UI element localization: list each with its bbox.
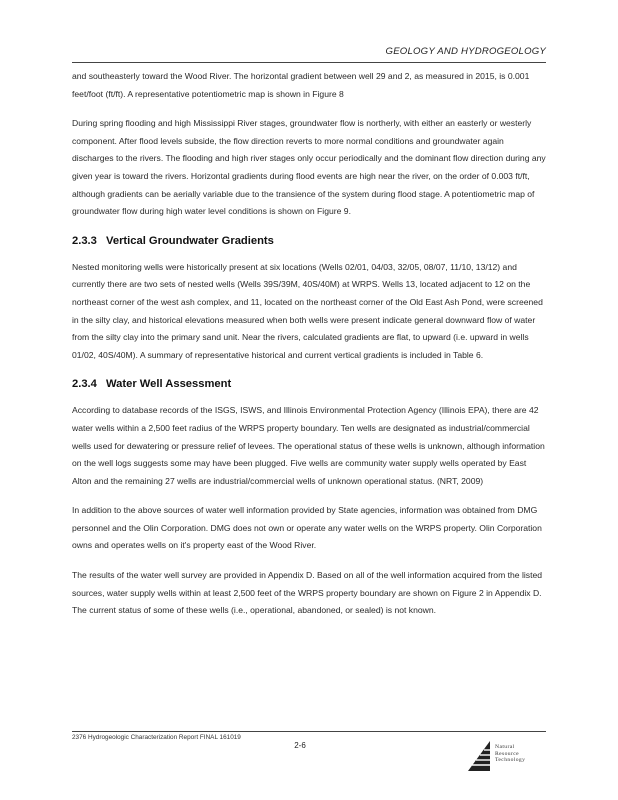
paragraph: During spring flooding and high Mississippi River stages, groundwater flow is northerly, with either an easterly or westerly component. After flood levels subside, the flow direction reverts to more normal conditions and groundwater again discharges to the rivers. The flooding and high river stages only occur periodically and the dominant flow direction during any given year is toward the rivers. Horizontal gradients during flood events are high near the river, on the order of 0.003 ft/ft, although gradients can be aerially variable due to the transience of the system during flood stage. A potentiometric map of groundwater flow during high water level conditions is shown on Figure 9.: [72, 118, 546, 217]
footer-report-name: 2376 Hydrogeologic Characterization Report FINAL 161019: [72, 734, 241, 741]
footer-rule: [72, 731, 546, 732]
logo-line: Resource: [495, 750, 520, 757]
logo-line: Technology: [495, 757, 526, 764]
nrt-logo-text: [495, 744, 525, 764]
paragraph: Nested monitoring wells were historically present at six locations (Wells 02/01, 04/03, 32/05, 08/07, 11/10, 13/12) and currently there are two sets of nested wells (Wells 39S/39M, 40S/40M) at WRPS. Wells 13, located adjacent to 12 on the northeast corner of the west ash complex, and 11, located on the northeast corner of the Old East Ash Pond, were screened in the silty clay, and historical elevations measured when both wells were present indicate general downward flow of water from the silty clay into the primary sand unit. Near the rivers, calculated gradients are flat, to upward (i.e. upward in wells 01/02, 40S/40M). A summary of representative historical and current vertical gradients is included in Table 6.: [72, 261, 543, 360]
page-number: 2-6: [294, 741, 306, 750]
running-header-title: GEOLOGY AND HYDROGEOLOGY: [385, 46, 546, 57]
paragraph: In addition to the above sources of water well information provided by State agencies, information was obtained from DMG personnel and the Olin Corporation. DMG does not own or operate any water wells on the WRPS property. Olin Corporation owns and operates wells on it's property east of the Wood River.: [72, 505, 542, 551]
section-number: 2.3.4: [72, 378, 97, 391]
nrt-logo-icon: [464, 735, 494, 773]
section-number: 2.3.3: [72, 234, 97, 247]
paragraph: The results of the water well survey are provided in Appendix D. Based on all of the well information acquired from the listed sources, water supply wells within at least 2,500 feet of the WRPS property boundary are shown on Figure 2 in Appendix D. The current status of some of these wells (i.e., operational, abandoned, or sealed) is not known.: [72, 570, 543, 616]
section-title: Vertical Groundwater Gradients: [106, 234, 274, 247]
section-heading-vertical-gradients: [72, 233, 546, 249]
paragraph: According to database records of the ISGS, ISWS, and Illinois Environmental Protection Agency (Illinois EPA), there are 42 water wells within a 2,500 feet radius of the WRPS property boundary. Ten wells are designated as industrial/commercial wells used for dewatering or pressure relief of levees. The operational status of these wells is unknown, although information on the well logs suggests some may have been plugged. Five wells are community water supply wells operated by East Alton and the remaining 27 wells are industrial/commercial wells of unknown operational status. (NRT, 2009): [72, 405, 545, 486]
nrt-logo: [464, 735, 544, 773]
paragraph: and southeasterly toward the Wood River. The horizontal gradient between well 29 and 2, as measured in 2015, is 0.001 feet/foot (ft/ft). A representative potentiometric map is shown in Figure 8: [72, 71, 530, 99]
logo-line: Natural: [495, 744, 515, 750]
document-body: [72, 68, 546, 632]
header-rule: [72, 62, 546, 63]
section-heading-water-well-assessment: [72, 376, 546, 392]
section-title: Water Well Assessment: [106, 378, 232, 391]
